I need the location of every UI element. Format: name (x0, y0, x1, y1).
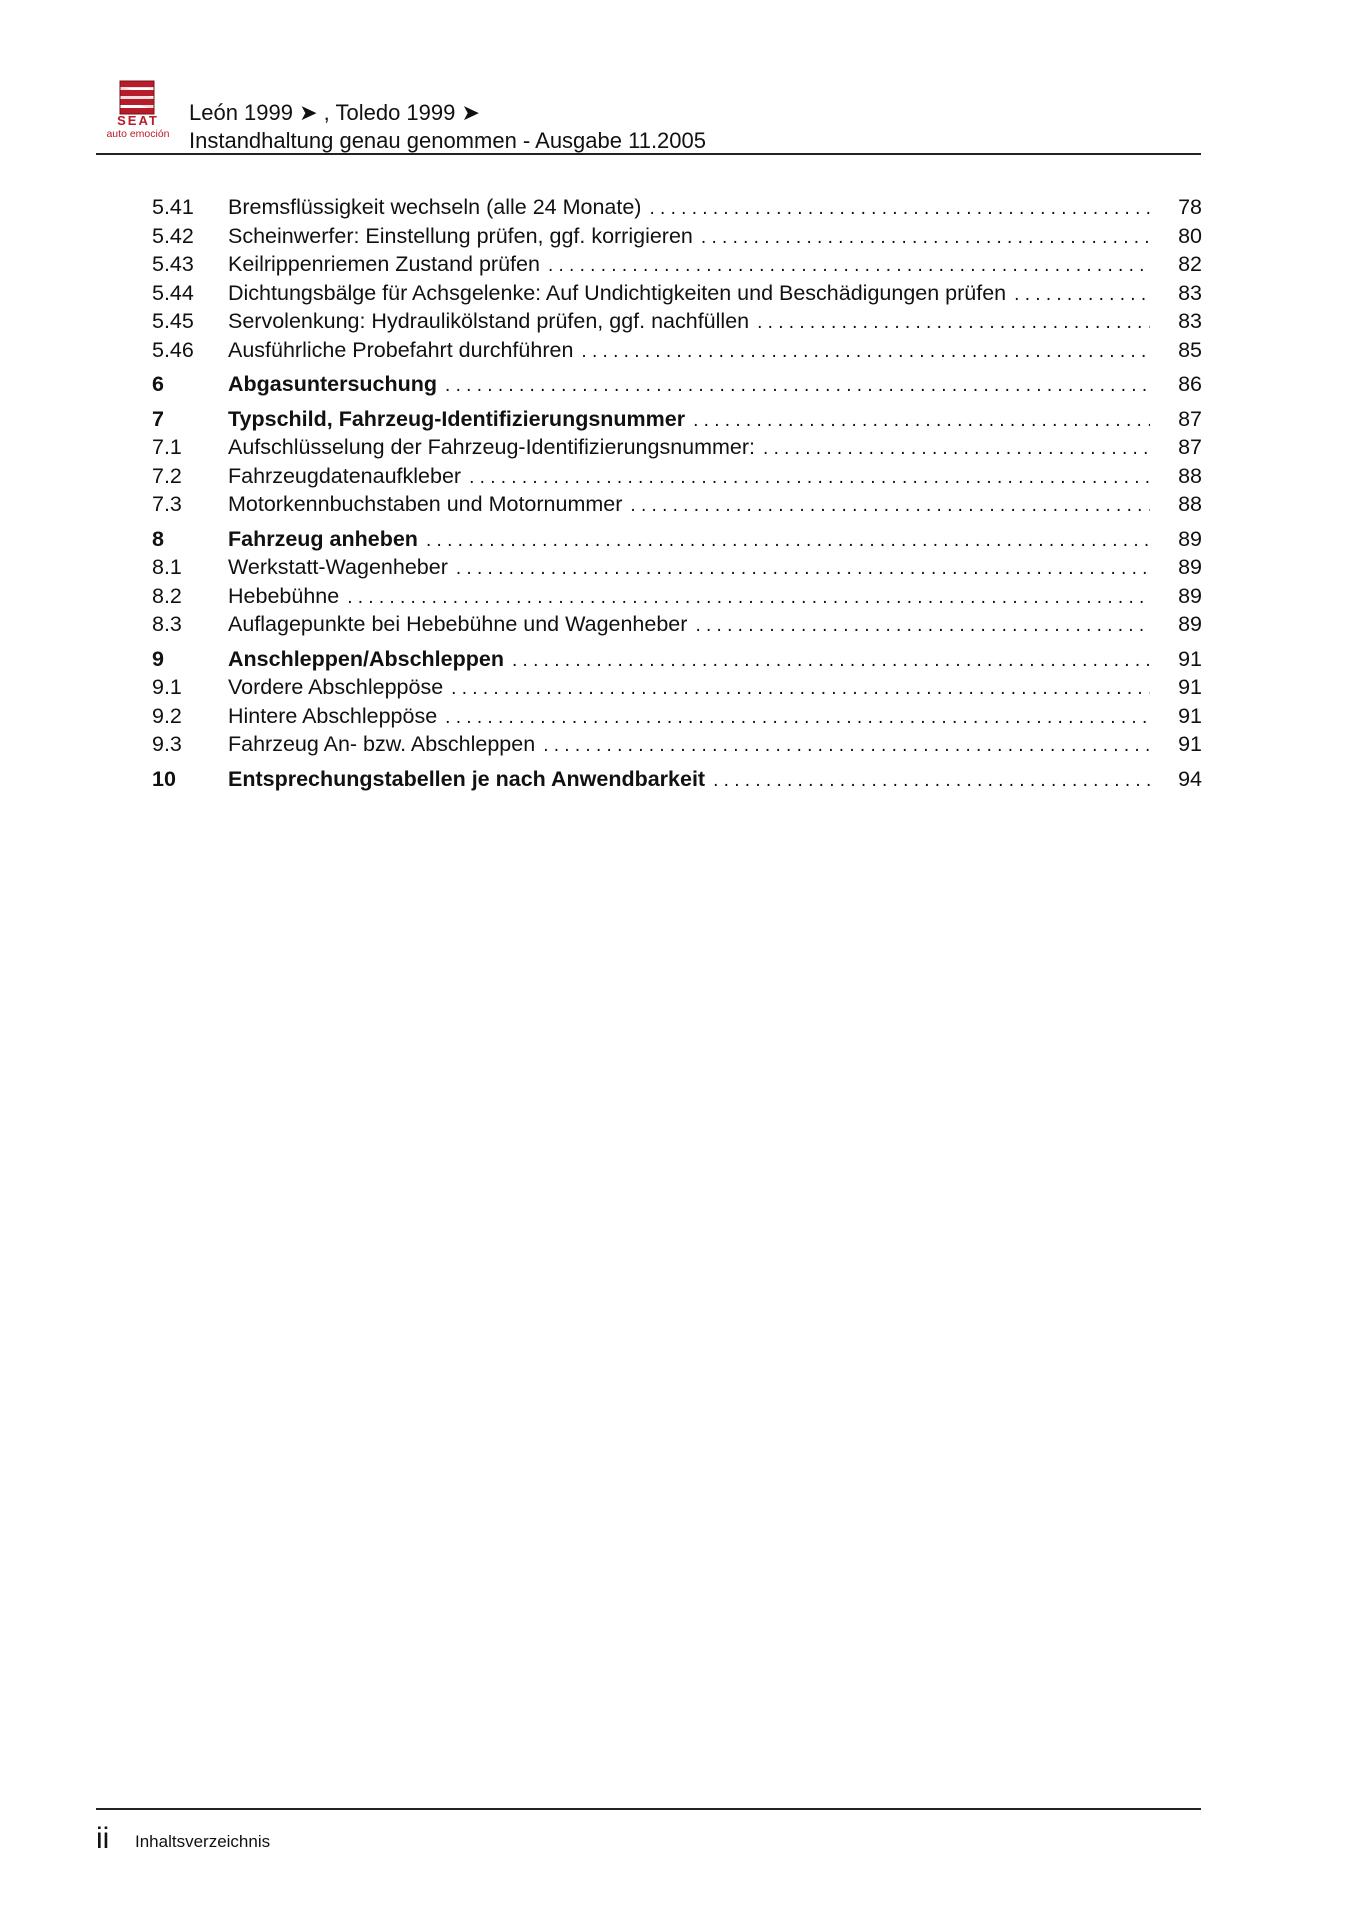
toc-dot-leader (512, 647, 1150, 676)
toc-entry-title: Bremsflüssigkeit wechseln (alle 24 Monate) (228, 195, 642, 219)
toc-entry-title: Keilrippenriemen Zustand prüfen (228, 252, 540, 276)
toc-entry-row[interactable] (152, 553, 1202, 582)
toc-entry-page: 85 (1178, 337, 1202, 362)
toc-dot-leader (451, 675, 1150, 704)
toc-entry-page: 89 (1178, 612, 1202, 636)
toc-entry-number: 8 (152, 526, 164, 551)
toc-dot-leader (713, 767, 1150, 796)
toc-entry-page: 83 (1178, 280, 1202, 305)
toc-entry-page: 83 (1178, 309, 1202, 333)
toc-dot-leader (548, 252, 1150, 281)
toc-dot-leader (630, 492, 1150, 521)
toc-entry-page: 91 (1178, 703, 1202, 728)
toc-entry-title: Dichtungsbälge für Achsgelenke: Auf Undichtigkeiten und Beschädigungen prüfen (228, 280, 1007, 305)
logo-tagline: auto emoción (106, 128, 170, 140)
seat-emblem-icon (116, 78, 158, 118)
toc-entry-title: Fahrzeugdatenaufkleber (228, 463, 462, 488)
toc-entry-title: Typschild, Fahrzeug-Identifizierungsnummer (228, 406, 686, 431)
document-subtitle: Instandhaltung genau genommen - Ausgabe 11.2005 (189, 128, 706, 153)
toc-entry-page: 88 (1178, 463, 1202, 488)
toc-entry-page: 80 (1178, 223, 1202, 248)
toc-entry-title: Aufschlüsselung der Fahrzeug-Identifizierungsnummer: (228, 435, 756, 459)
header-divider (96, 153, 1201, 155)
toc-entry-page: 91 (1178, 675, 1202, 699)
toc-entry-number: 5.41 (152, 195, 194, 219)
toc-dot-leader (445, 704, 1150, 733)
toc-entry-row[interactable] (152, 307, 1202, 336)
page-number: ii (96, 1822, 110, 1855)
toc-entry-title: Fahrzeug An- bzw. Abschleppen (228, 732, 536, 756)
toc-entry-title: Hebebühne (228, 583, 340, 608)
toc-dot-leader (543, 732, 1150, 761)
toc-entry-number: 9.1 (152, 675, 182, 699)
toc-dot-leader (426, 527, 1150, 556)
section-label: Inhaltsverzeichnis (135, 1832, 271, 1851)
toc-entry-row[interactable] (152, 222, 1202, 251)
toc-entry-number: 10 (152, 766, 176, 791)
toc-entry-page: 86 (1178, 372, 1202, 396)
toc-entry-page: 89 (1178, 526, 1202, 551)
toc-dot-leader (445, 372, 1150, 401)
toc-entry-number: 8.1 (152, 555, 182, 579)
toc-entry-row[interactable] (152, 490, 1202, 519)
toc-dot-leader (695, 612, 1150, 641)
toc-dot-leader (693, 407, 1150, 436)
toc-dot-leader (1014, 281, 1150, 310)
toc-chapter-row[interactable] (152, 765, 1202, 794)
toc-entry-row[interactable] (152, 462, 1202, 491)
toc-entry-row[interactable] (152, 673, 1202, 702)
footer-divider (96, 1808, 1201, 1810)
toc-entry-number: 7.3 (152, 492, 182, 516)
toc-dot-leader (649, 195, 1150, 224)
toc-entry-number: 5.43 (152, 252, 194, 276)
toc-entry-page: 94 (1178, 766, 1202, 791)
toc-entry-number: 5.45 (152, 309, 194, 333)
toc-entry-page: 89 (1178, 583, 1202, 608)
toc-entry-row[interactable] (152, 250, 1202, 279)
document-title: León 1999 ➤ , Toledo 1999 ➤ (189, 100, 480, 125)
toc-chapter-row[interactable] (152, 645, 1202, 674)
toc-entry-number: 6 (152, 372, 164, 396)
toc-entry-title: Vordere Abschleppöse (228, 675, 444, 699)
toc-entry-number: 5.44 (152, 280, 194, 305)
toc-dot-leader (347, 584, 1150, 613)
logo-brand: SEAT (117, 113, 159, 128)
toc-entry-number: 8.3 (152, 612, 182, 636)
toc-entry-page: 78 (1178, 195, 1202, 219)
toc-entry-number: 7.1 (152, 435, 182, 459)
toc-entry-title: Fahrzeug anheben (228, 526, 418, 551)
toc-entry-number: 5.46 (152, 337, 194, 362)
toc-chapter-row[interactable] (152, 405, 1202, 434)
toc-chapter-row[interactable] (152, 525, 1202, 554)
toc-entry-number: 9.2 (152, 703, 182, 728)
toc-entry-page: 88 (1178, 492, 1202, 516)
toc-entry-number: 8.2 (152, 583, 182, 608)
toc-entry-title: Ausführliche Probefahrt durchführen (228, 337, 574, 362)
toc-entry-row[interactable] (152, 582, 1202, 611)
toc-dot-leader (581, 338, 1150, 367)
toc-dot-leader (456, 555, 1150, 584)
seat-logo (96, 78, 180, 144)
toc-entry-title: Motorkennbuchstaben und Motornummer (228, 492, 623, 516)
toc-entry-number: 7 (152, 406, 164, 431)
toc-entry-title: Anschleppen/Abschleppen (228, 646, 504, 671)
toc-entry-title: Servolenkung: Hydraulikölstand prüfen, ggf. nachfüllen (228, 309, 750, 333)
toc-entry-page: 89 (1178, 555, 1202, 579)
toc-chapter-row[interactable] (152, 370, 1202, 399)
toc-entry-row[interactable] (152, 193, 1202, 222)
toc-entry-title: Werkstatt-Wagenheber (228, 555, 448, 579)
toc-entry-number: 9 (152, 646, 164, 671)
toc-dot-leader (701, 224, 1150, 253)
toc-entry-number: 9.3 (152, 732, 182, 756)
toc-entry-title: Auflagepunkte bei Hebebühne und Wagenheber (228, 612, 688, 636)
toc-entry-row[interactable] (152, 610, 1202, 639)
toc-entry-row[interactable] (152, 279, 1202, 308)
toc-entry-page: 82 (1178, 252, 1202, 276)
toc-dot-leader (469, 464, 1150, 493)
toc-entry-title: Abgasuntersuchung (228, 372, 438, 396)
toc-entry-number: 7.2 (152, 463, 182, 488)
toc-entry-page: 91 (1178, 732, 1202, 756)
toc-entry-page: 91 (1178, 646, 1202, 671)
toc-entry-row[interactable] (152, 336, 1202, 365)
table-of-contents (152, 193, 1202, 793)
toc-entry-number: 5.42 (152, 223, 194, 248)
toc-entry-row[interactable] (152, 730, 1202, 759)
toc-entry-row[interactable] (152, 433, 1202, 462)
toc-dot-leader (757, 309, 1150, 338)
toc-dot-leader (763, 435, 1150, 464)
toc-entry-title: Scheinwerfer: Einstellung prüfen, ggf. korrigieren (228, 223, 693, 248)
toc-entry-title: Entsprechungstabellen je nach Anwendbarkeit (228, 766, 706, 791)
toc-entry-page: 87 (1178, 435, 1202, 459)
toc-entry-title: Hintere Abschleppöse (228, 703, 438, 728)
toc-entry-page: 87 (1178, 406, 1202, 431)
toc-entry-row[interactable] (152, 702, 1202, 731)
